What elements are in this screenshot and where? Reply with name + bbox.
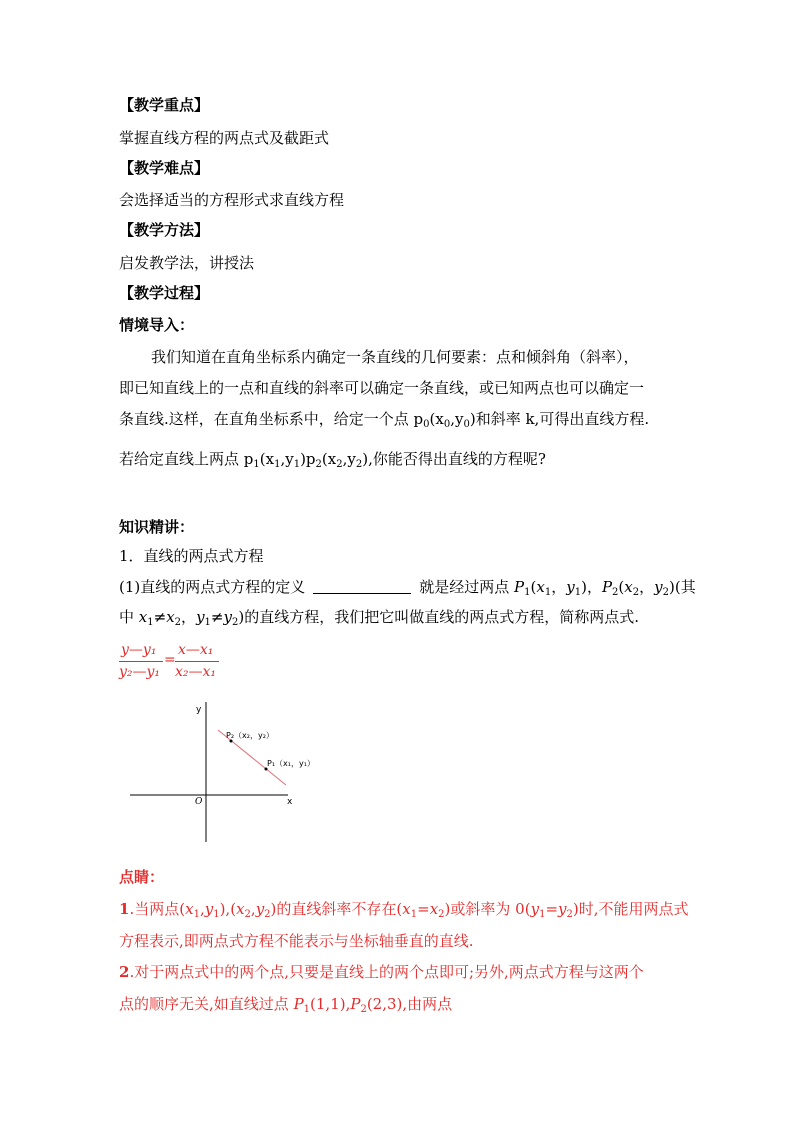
intro-line-3-pre: 条直线.这样，在直角坐标系中，给定一个点 p	[119, 410, 424, 428]
p2-label: P₂（x₂，y₂）	[226, 731, 274, 740]
definition-pre: (1)直线的两点式方程的定义	[119, 578, 306, 596]
x-axis-label: x	[287, 797, 293, 807]
note2-text-a: 对于两点式中的两个点,只要是直线上的两个点即可;另外,两点式方程与这两个	[134, 963, 644, 981]
method-heading: 【教学方法】	[119, 221, 210, 239]
method-text: 启发教学法，讲授法	[119, 254, 255, 272]
definition-line-2: 中 $x_1\ne x_2$，$y_1\ne y_2$)的直线方程，我们把它叫做直线的两点式方程，简称两点式.	[119, 608, 639, 628]
intro-line-4-post: ,你能否得出直线的方程呢?	[368, 450, 546, 468]
intro-line-2: 即已知直线上的一点和直线的斜率可以确定一条直线，或已知两点也可以确定一	[119, 379, 645, 397]
intro-heading: 情境导入：	[119, 316, 195, 334]
y-axis-label: y	[196, 705, 202, 715]
formula-denominator-right: x₂—x₁	[175, 664, 217, 680]
note1-line-1: 1.当两点$(x_1,y_1),(x_2,y_2)$的直线斜率不存在$(x_1=x_2)$或斜率为 $0(y_1=y_2)$时,不能用两点式	[119, 900, 689, 920]
formula-denominator-left: y₂—y₁	[119, 664, 161, 680]
note2-text-c: ,由两点	[402, 995, 453, 1013]
note1-text-d: 时,不能用两点式	[578, 900, 689, 918]
intro-line-1: 我们知道在直角坐标系内确定一条直线的几何要素：点和倾斜角（斜率），	[151, 348, 639, 366]
note2-line-1: 2.对于两点式中的两个点,只要是直线上的两个点即可;另外,两点式方程与这两个	[119, 963, 644, 981]
intro-line-3-post: 和斜率 k,可得出直线方程.	[475, 410, 650, 428]
formula-numerator-right: x—x₁	[178, 642, 214, 658]
origin-label: O	[195, 797, 203, 807]
intro-line-4: 若给定直线上两点 $p_1(x_1,y_1)p_2(x_2,y_2)$,你能否得出直线的方程呢?	[119, 450, 546, 470]
note-heading: 点睛：	[119, 868, 165, 886]
formula-numerator-left: y—y₁	[121, 642, 157, 658]
formula-equals: =	[164, 652, 176, 668]
definition-line-2-text: 的直线方程，我们把它叫做直线的两点式方程，简称两点式.	[244, 608, 639, 626]
intro-line-3: 条直线.这样，在直角坐标系中，给定一个点 $p_0(x_0,y_0)$和斜率 k,可得出直线方程.	[119, 410, 650, 430]
note1-line-2: 方程表示,即两点式方程不能表示与坐标轴垂直的直线.	[119, 932, 474, 950]
note2-text-b: 点的顺序无关,如直线过点	[119, 995, 289, 1013]
intro-line-4-pre: 若给定直线上两点 p	[119, 450, 254, 468]
p1-label: P₁（x₁，y₁）	[267, 759, 315, 768]
definition-post: 就是经过两点	[419, 578, 510, 596]
key-point-heading: 【教学重点】	[119, 96, 210, 114]
fraction-bar-left	[119, 661, 163, 662]
key-point-text: 掌握直线方程的两点式及截距式	[119, 129, 330, 147]
definition-line-1: (1)直线的两点式方程的定义 就是经过两点 $P_1(x_1$，$y_1$)，$P_2(x_2$，$y_2$)(其	[119, 578, 696, 598]
definition-blank	[313, 579, 411, 594]
difficulty-heading: 【教学难点】	[119, 159, 210, 177]
fraction-bar-right	[175, 661, 219, 662]
note1-text-b: 的直线斜率不存在	[276, 900, 397, 918]
item1-title: 1．直线的两点式方程	[119, 547, 264, 565]
process-heading: 【教学过程】	[119, 284, 210, 302]
note1-text-a: 当两点	[134, 900, 180, 918]
difficulty-text: 会选择适当的方程形式求直线方程	[119, 191, 345, 209]
coordinate-graph	[128, 700, 315, 850]
note1-text-c: 或斜率为 0	[450, 900, 525, 918]
note2-line-2: 点的顺序无关,如直线过点 $P_1(1,1),P_2(2,3)$,由两点	[119, 995, 453, 1015]
knowledge-heading: 知识精讲：	[119, 518, 195, 536]
